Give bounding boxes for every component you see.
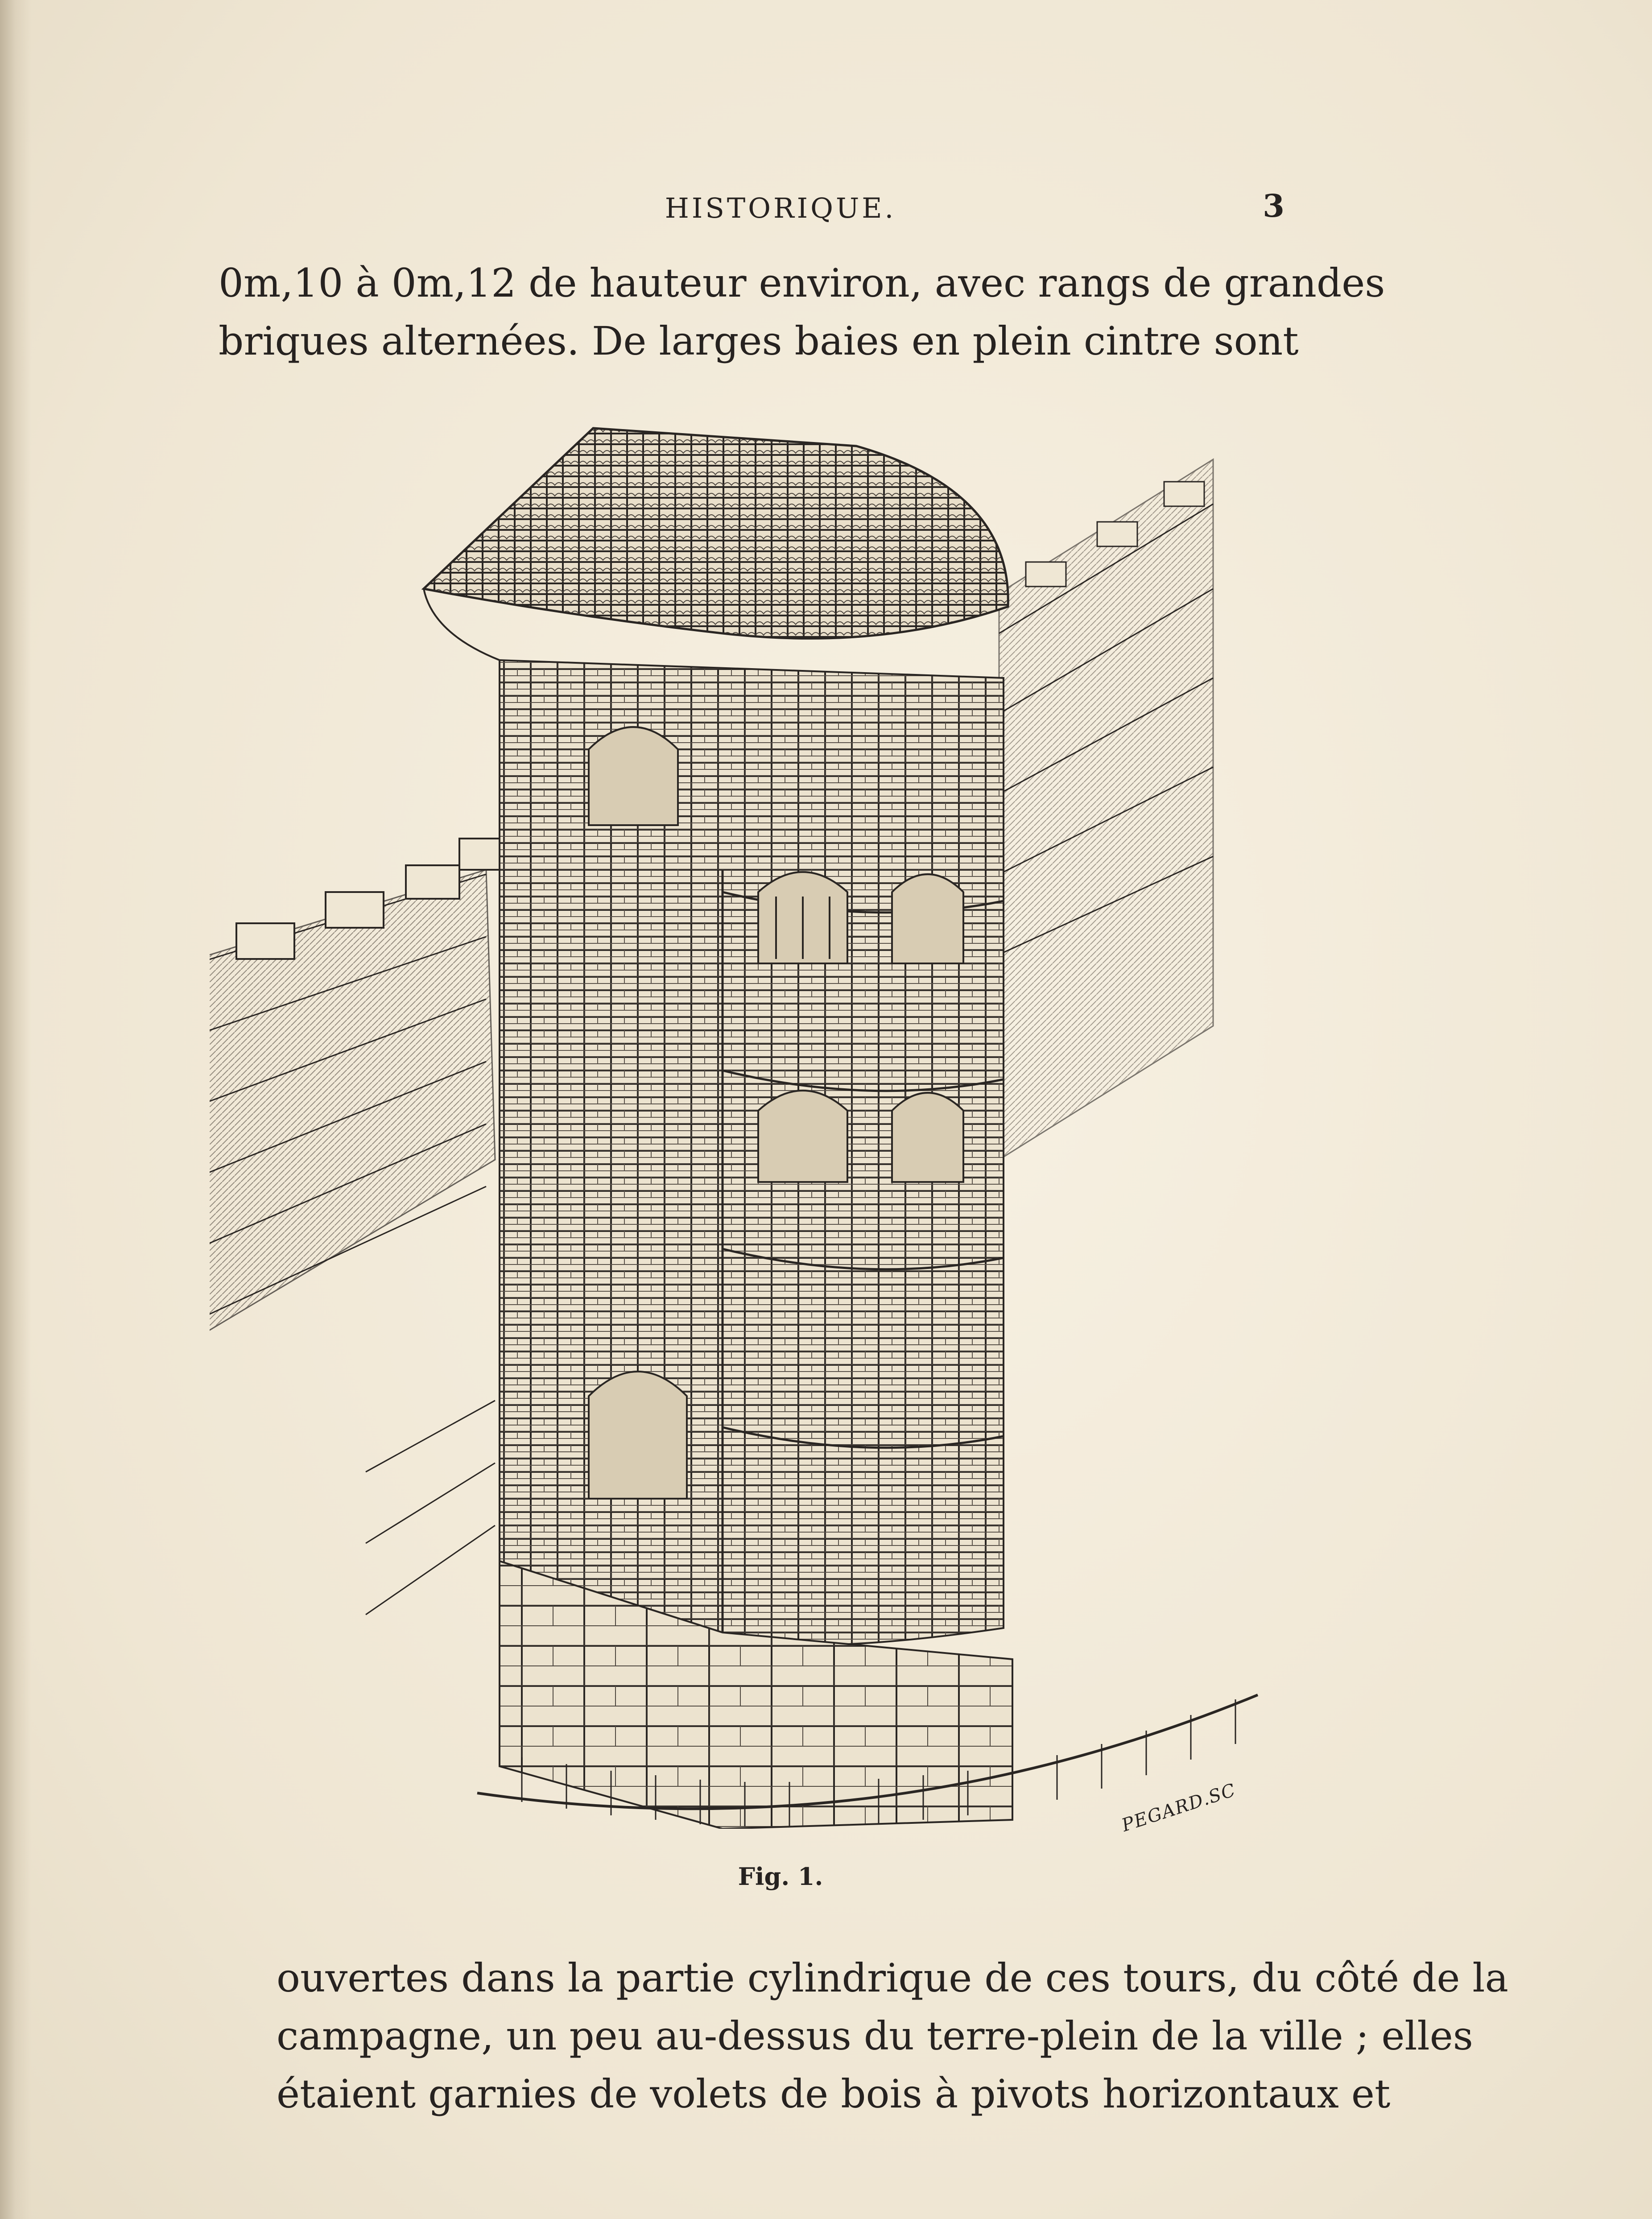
body-text-line: ouvertes dans la partie cylindrique de ces tours, du côté de la — [277, 1955, 1508, 2001]
page-number: 3 — [1263, 187, 1284, 224]
body-text-line: briques alternées. De larges baies en plein cintre sont — [219, 318, 1299, 364]
engraver-signature: PEGARD.SC — [1119, 1779, 1239, 1836]
body-text-line: 0m,10 à 0m,12 de hauteur environ, avec rangs de grandes — [219, 260, 1385, 306]
tower-engraving — [210, 401, 1334, 1836]
roof — [424, 428, 1008, 660]
figure-caption: Fig. 1. — [738, 1862, 823, 1891]
body-text-line: étaient garnies de volets de bois à pivots horizontaux et — [277, 2071, 1391, 2117]
rampart-wall — [210, 870, 495, 1615]
body-text-line: campagne, un peu au-dessus du terre-plein de la ville ; elles — [277, 2013, 1473, 2059]
binding-shadow — [0, 0, 31, 2219]
running-title: HISTORIQUE. — [665, 192, 896, 224]
rear-rampart — [999, 459, 1213, 1160]
